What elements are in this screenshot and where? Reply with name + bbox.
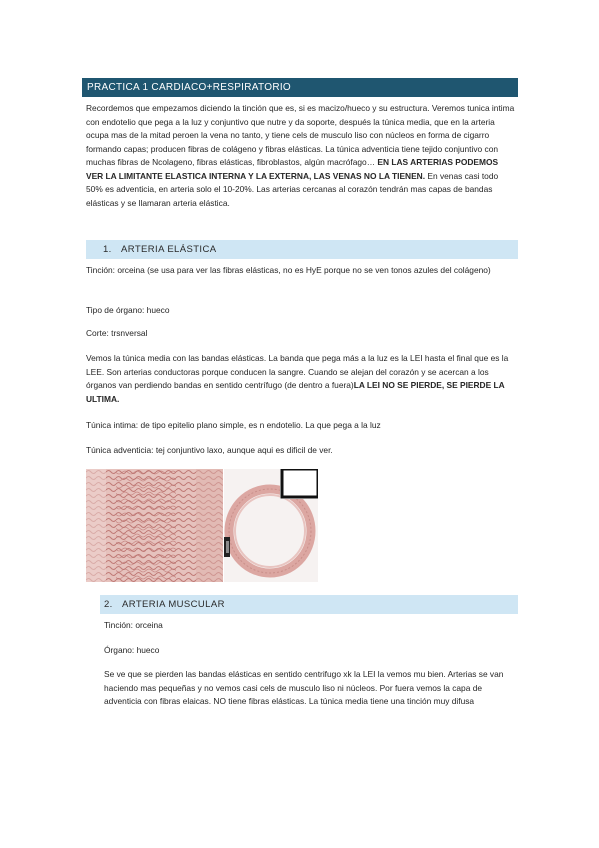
intro-text-1: Recordemos que empezamos diciendo la tinción que es, si es macizo/hueco y su estructura. Veremos tunica intima con endotelio que pega a la luz y conjuntivo que nutre y da soporte, después la túnica media, que en la arteria ocupa mas de la mitad peroen la vena no tanto, y tiene cels de musculo liso con núcleos en forma de cigarro formando capas; producen fibras de colágeno y fibras elásticas. La túnica adventicia tiene tejido conjuntivo con muchas fibras de Ncolageno, fibras elásticas, fibroblastos, algún macrófago… (86, 103, 515, 167)
micrograph-left-image (86, 469, 223, 582)
elastic-artery-cross-section-micrograph (224, 469, 318, 582)
intro-paragraph (86, 102, 516, 210)
section-1-desc-bold: LA LEI NO SE PIERDE, SE PIERDE LA ULTIMA. (86, 380, 505, 404)
section-1-heading (86, 240, 518, 259)
elastic-artery-wall-micrograph (86, 469, 223, 582)
intro-text-bold: EN LAS ARTERIAS PODEMOS VER LA LIMITANTE ELASTICA INTERNA Y LA EXTERNA, LAS VENAS NO LA TIENEN. (86, 157, 499, 181)
section-1-corte: Corte: trsnversal (86, 328, 148, 338)
micrograph-right-image (224, 469, 318, 582)
section-1-tincion: Tinción: orceina (se usa para ver las fibras elásticas, no es HyE porque no se ven tonos azules del colágeno) (86, 265, 491, 275)
section-1-intima: Túnica intima: de tipo epitelio plano simple, es n endotelio. La que pega a la luz (86, 420, 381, 430)
section-2-organo: Órgano: hueco (104, 645, 160, 655)
section-1-desc-text: Vemos la túnica media con las bandas elásticas. La banda que pega más a la luz es la LEI hasta el final que es la LEE. Son arterias conductoras porque conducen la sangre. Cuando se alejan del corazón y se acercan a los órganos van perdiendo bandas en sentido centrífugo (de dentro a fuera) (86, 353, 509, 390)
section-1-number: 1. (103, 244, 112, 255)
document-title: PRACTICA 1 CARDIACO+RESPIRATORIO (82, 78, 518, 97)
section-2-description: Se ve que se pierden las bandas elásticas en sentido centrifugo xk la LEI la vemos mu bien. Arterias se van haciendo mas pequeñas y no vemos casi cels de musculo liso ni núcleos. Por fuera vemos la capa de adventicia con fibras elaicas. NO tiene fibras elásticas. La túnica media tiene una tinción muy difusa (104, 669, 504, 706)
section-2-tincion: Tinción: orceina (104, 620, 163, 630)
section-1-adventicia: Túnica adventicia: tej conjuntivo laxo, aunque aqui es dificil de ver. (86, 445, 333, 455)
section-2-title: ARTERIA MUSCULAR (122, 599, 225, 610)
intro-text-3: En venas casi todo 50% es adventicia, en arteria solo el 10-20%. Las arterias cercanas al corazón tendrán mas capas de bandas elásticas y se llamaran arteria elástica. (86, 170, 499, 208)
section-2-number: 2. (104, 599, 113, 610)
section-1-tipo: Tipo de órgano: hueco (86, 305, 170, 315)
section-2-heading (100, 595, 518, 614)
section-1-description (86, 352, 518, 406)
section-1-title: ARTERIA ELÁSTICA (121, 244, 217, 255)
